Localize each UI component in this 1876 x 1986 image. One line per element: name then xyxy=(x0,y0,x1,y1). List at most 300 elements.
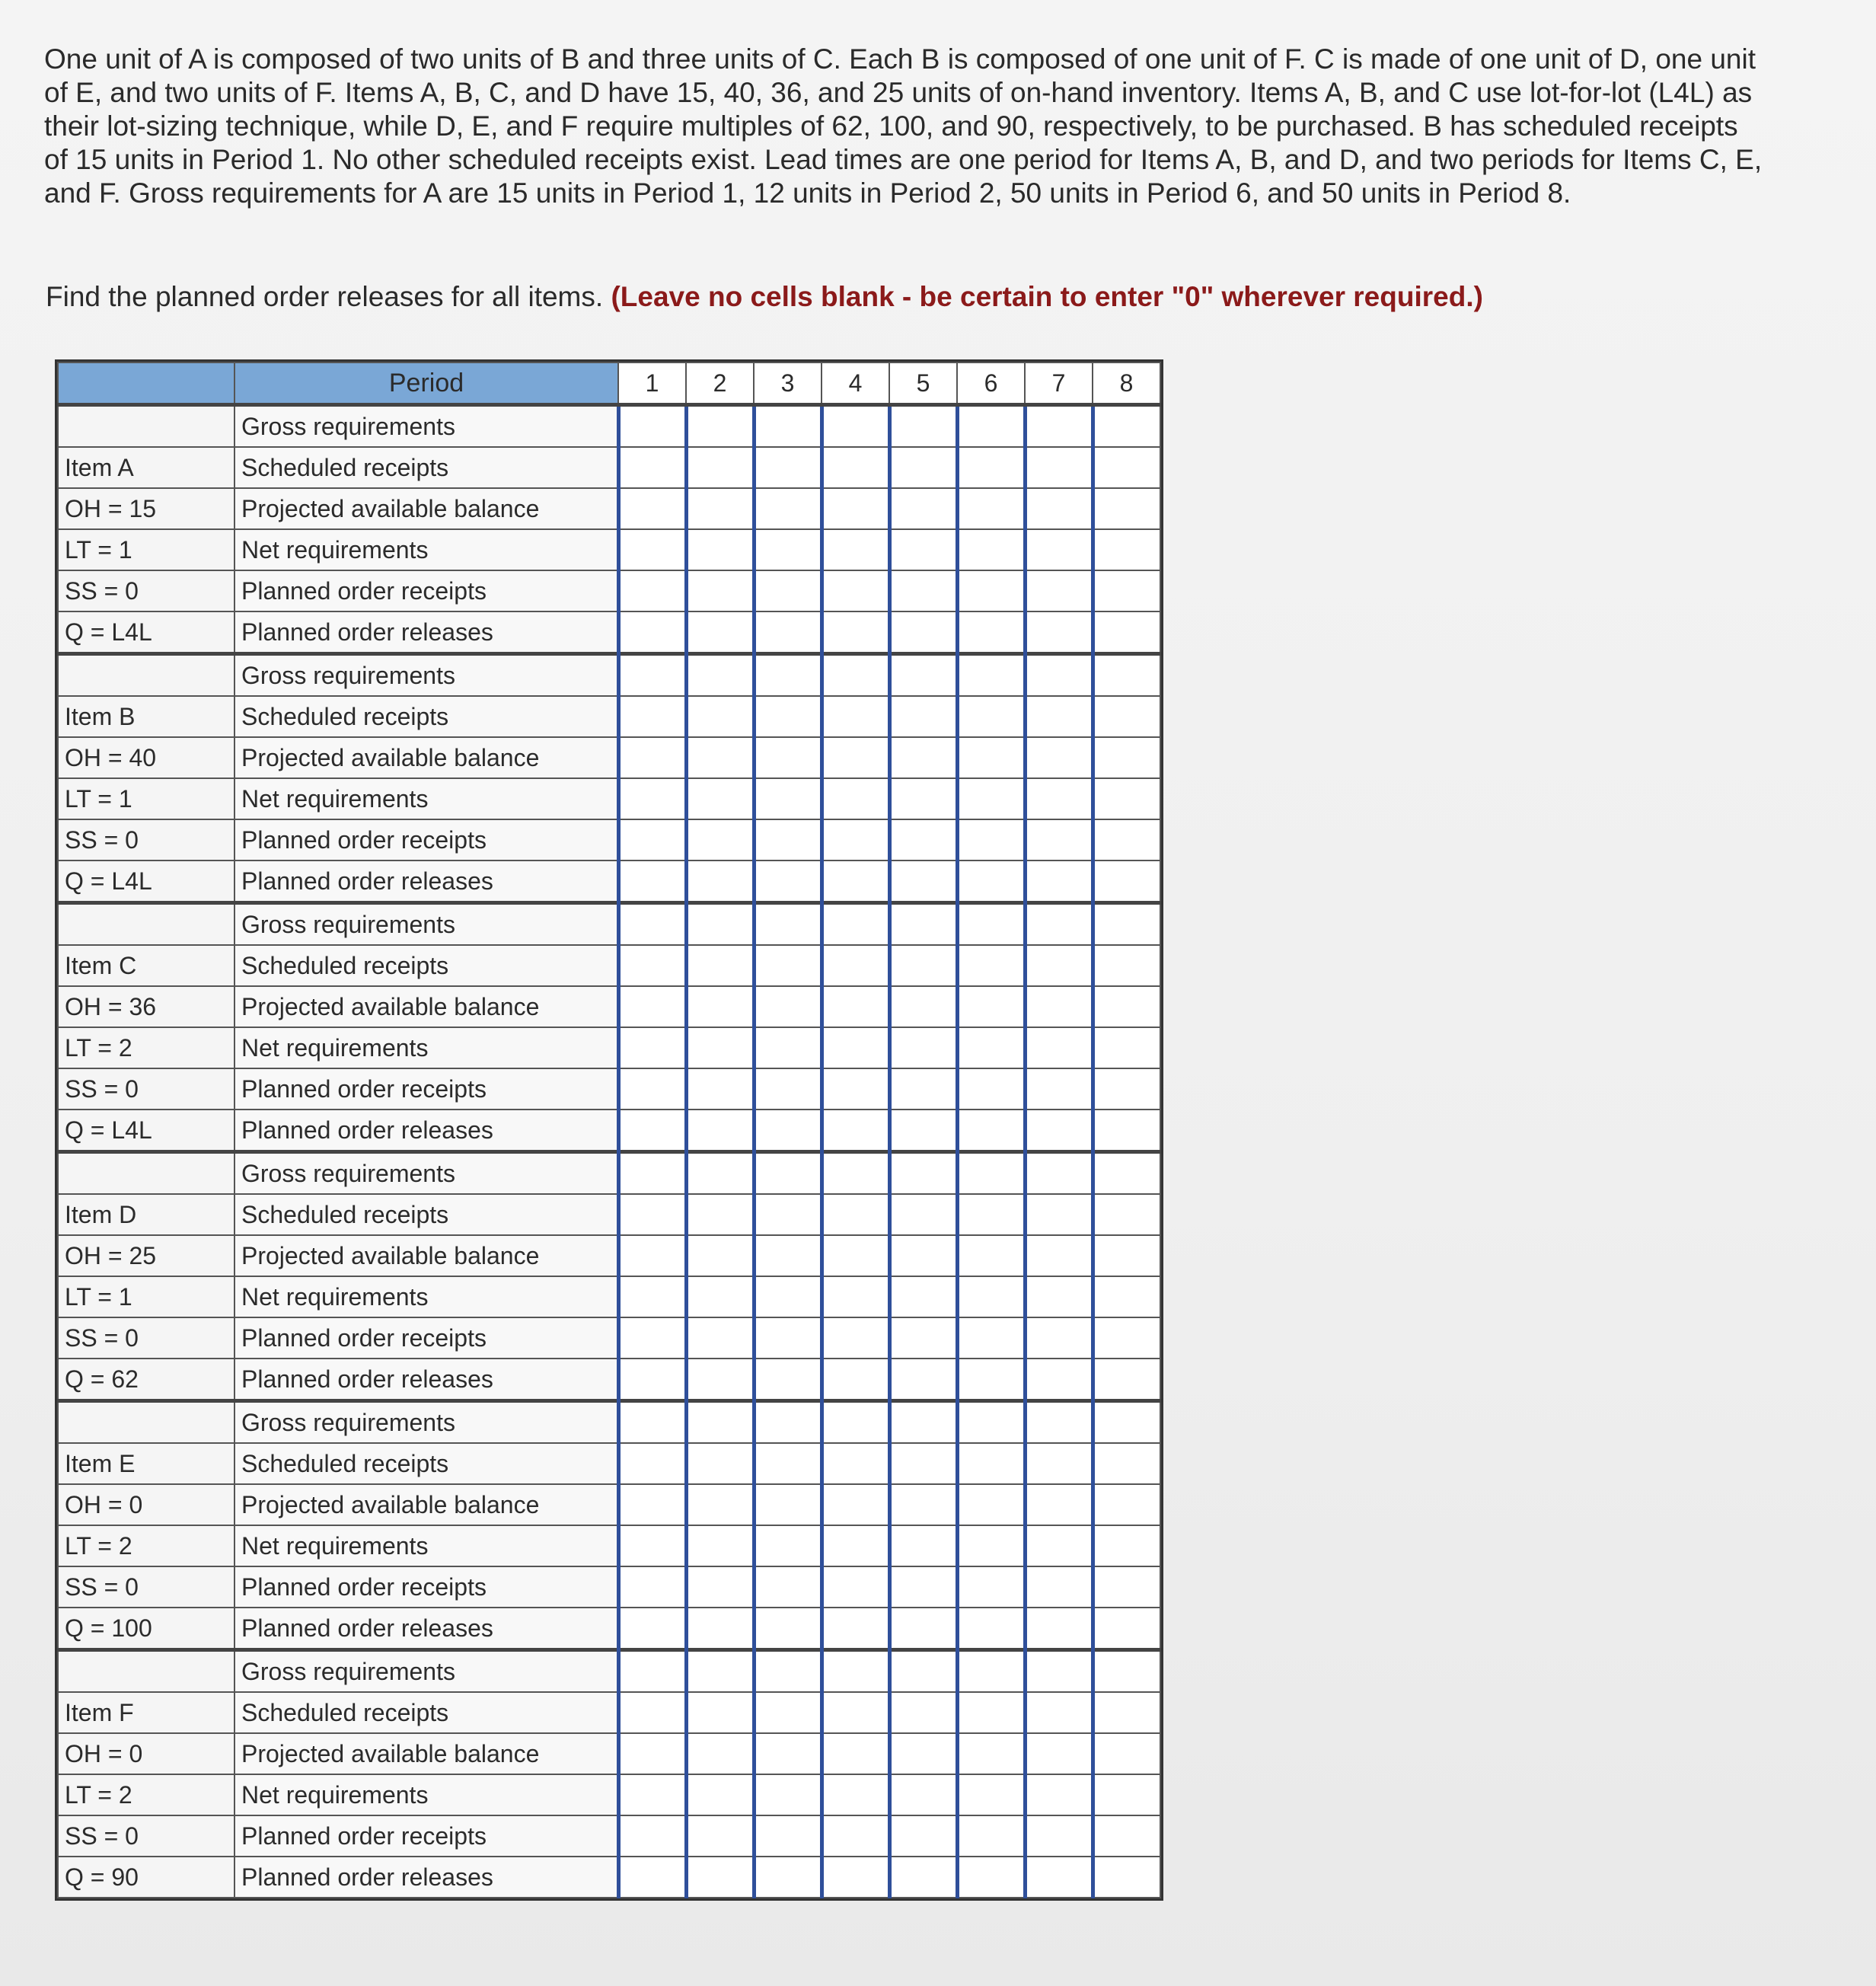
period-input[interactable] xyxy=(892,779,956,819)
period-input[interactable] xyxy=(688,861,752,901)
period-input[interactable] xyxy=(621,1734,684,1774)
period-input-cell[interactable] xyxy=(889,945,957,986)
period-input-cell[interactable] xyxy=(618,1443,686,1484)
period-input-cell[interactable] xyxy=(618,1235,686,1276)
period-input[interactable] xyxy=(824,820,888,860)
period-input-cell[interactable] xyxy=(822,778,889,819)
period-input[interactable] xyxy=(688,905,752,944)
period-input-cell[interactable] xyxy=(1093,986,1160,1027)
period-input[interactable] xyxy=(1095,1318,1160,1358)
period-input[interactable] xyxy=(756,1652,820,1691)
period-input[interactable] xyxy=(959,612,1023,652)
period-input-cell[interactable] xyxy=(957,778,1025,819)
period-input-cell[interactable] xyxy=(1093,1774,1160,1815)
period-input-cell[interactable] xyxy=(822,986,889,1027)
period-input[interactable] xyxy=(959,779,1023,819)
period-input[interactable] xyxy=(824,1485,888,1525)
period-input[interactable] xyxy=(688,448,752,487)
period-input-cell[interactable] xyxy=(686,1733,754,1774)
period-input[interactable] xyxy=(621,779,684,819)
period-input[interactable] xyxy=(1095,1652,1160,1691)
period-input[interactable] xyxy=(1027,1236,1091,1276)
period-input[interactable] xyxy=(1095,1485,1160,1525)
period-input[interactable] xyxy=(688,738,752,777)
period-input-cell[interactable] xyxy=(889,1068,957,1110)
period-input-cell[interactable] xyxy=(618,1525,686,1566)
period-input[interactable] xyxy=(756,1485,820,1525)
period-input[interactable] xyxy=(892,656,956,695)
period-input-cell[interactable] xyxy=(1025,1235,1093,1276)
period-input[interactable] xyxy=(892,1236,956,1276)
period-input[interactable] xyxy=(824,1236,888,1276)
period-input-cell[interactable] xyxy=(618,529,686,570)
period-input[interactable] xyxy=(824,1608,888,1648)
period-input[interactable] xyxy=(1095,1403,1160,1442)
period-input[interactable] xyxy=(892,1608,956,1648)
period-input-cell[interactable] xyxy=(618,737,686,778)
period-input-cell[interactable] xyxy=(889,1359,957,1401)
period-input-cell[interactable] xyxy=(822,737,889,778)
period-input[interactable] xyxy=(892,1444,956,1483)
period-input-cell[interactable] xyxy=(1093,1359,1160,1401)
period-input-cell[interactable] xyxy=(889,1152,957,1195)
period-input-cell[interactable] xyxy=(822,1401,889,1444)
period-input-cell[interactable] xyxy=(822,654,889,697)
period-input[interactable] xyxy=(756,697,820,736)
period-input[interactable] xyxy=(688,1734,752,1774)
period-input[interactable] xyxy=(892,1028,956,1068)
period-input[interactable] xyxy=(959,571,1023,611)
period-input[interactable] xyxy=(756,1775,820,1815)
period-input-cell[interactable] xyxy=(1025,696,1093,737)
period-input-cell[interactable] xyxy=(957,654,1025,697)
period-input-cell[interactable] xyxy=(686,986,754,1027)
period-input[interactable] xyxy=(621,1775,684,1815)
period-input[interactable] xyxy=(688,1195,752,1234)
period-input[interactable] xyxy=(824,612,888,652)
period-input-cell[interactable] xyxy=(1025,1525,1093,1566)
period-input[interactable] xyxy=(621,987,684,1027)
period-input[interactable] xyxy=(1027,1444,1091,1483)
period-input[interactable] xyxy=(824,1277,888,1317)
period-input[interactable] xyxy=(756,1734,820,1774)
period-input[interactable] xyxy=(959,1693,1023,1732)
period-input-cell[interactable] xyxy=(686,1443,754,1484)
period-input-cell[interactable] xyxy=(1025,903,1093,946)
period-input-cell[interactable] xyxy=(889,1443,957,1484)
period-input-cell[interactable] xyxy=(889,1774,957,1815)
period-input[interactable] xyxy=(1095,905,1160,944)
period-input[interactable] xyxy=(824,1359,888,1399)
period-input-cell[interactable] xyxy=(1093,1692,1160,1733)
period-input[interactable] xyxy=(824,1693,888,1732)
period-input[interactable] xyxy=(1027,1069,1091,1109)
period-input-cell[interactable] xyxy=(1093,1733,1160,1774)
period-input[interactable] xyxy=(892,946,956,985)
period-input[interactable] xyxy=(824,1567,888,1607)
period-input[interactable] xyxy=(959,1069,1023,1109)
period-input-cell[interactable] xyxy=(1093,903,1160,946)
period-input-cell[interactable] xyxy=(822,1857,889,1898)
period-input-cell[interactable] xyxy=(957,986,1025,1027)
period-input[interactable] xyxy=(1095,820,1160,860)
period-input[interactable] xyxy=(824,697,888,736)
period-input[interactable] xyxy=(824,407,888,446)
period-input-cell[interactable] xyxy=(754,1692,822,1733)
period-input[interactable] xyxy=(688,407,752,446)
period-input-cell[interactable] xyxy=(822,860,889,903)
period-input[interactable] xyxy=(824,656,888,695)
period-input-cell[interactable] xyxy=(1025,1650,1093,1693)
period-input[interactable] xyxy=(959,1857,1023,1897)
period-input[interactable] xyxy=(892,1154,956,1193)
period-input-cell[interactable] xyxy=(618,986,686,1027)
period-input-cell[interactable] xyxy=(889,1317,957,1359)
period-input-cell[interactable] xyxy=(1025,1608,1093,1650)
period-input-cell[interactable] xyxy=(957,1566,1025,1608)
period-input[interactable] xyxy=(688,1775,752,1815)
period-input-cell[interactable] xyxy=(754,1194,822,1235)
period-input[interactable] xyxy=(756,407,820,446)
period-input-cell[interactable] xyxy=(957,1650,1025,1693)
period-input-cell[interactable] xyxy=(889,1525,957,1566)
period-input[interactable] xyxy=(621,1028,684,1068)
period-input-cell[interactable] xyxy=(1025,819,1093,860)
period-input-cell[interactable] xyxy=(618,1359,686,1401)
period-input-cell[interactable] xyxy=(618,405,686,448)
period-input-cell[interactable] xyxy=(618,1566,686,1608)
period-input-cell[interactable] xyxy=(957,1068,1025,1110)
period-input[interactable] xyxy=(756,779,820,819)
period-input-cell[interactable] xyxy=(686,1401,754,1444)
period-input[interactable] xyxy=(688,1857,752,1897)
period-input[interactable] xyxy=(621,612,684,652)
period-input-cell[interactable] xyxy=(1025,1484,1093,1525)
period-input-cell[interactable] xyxy=(957,1110,1025,1152)
period-input-cell[interactable] xyxy=(957,1401,1025,1444)
period-input-cell[interactable] xyxy=(1025,1443,1093,1484)
period-input[interactable] xyxy=(1027,571,1091,611)
period-input-cell[interactable] xyxy=(1025,1401,1093,1444)
period-input-cell[interactable] xyxy=(1093,570,1160,611)
period-input[interactable] xyxy=(824,987,888,1027)
period-input-cell[interactable] xyxy=(1093,945,1160,986)
period-input-cell[interactable] xyxy=(1025,1692,1093,1733)
period-input[interactable] xyxy=(824,1444,888,1483)
period-input-cell[interactable] xyxy=(754,945,822,986)
period-input-cell[interactable] xyxy=(889,1692,957,1733)
period-input-cell[interactable] xyxy=(889,1815,957,1857)
period-input[interactable] xyxy=(892,571,956,611)
period-input[interactable] xyxy=(1095,1028,1160,1068)
period-input-cell[interactable] xyxy=(618,860,686,903)
period-input[interactable] xyxy=(756,738,820,777)
period-input-cell[interactable] xyxy=(754,1443,822,1484)
period-input[interactable] xyxy=(824,530,888,570)
period-input-cell[interactable] xyxy=(957,819,1025,860)
period-input[interactable] xyxy=(621,697,684,736)
period-input[interactable] xyxy=(756,1359,820,1399)
period-input[interactable] xyxy=(621,820,684,860)
period-input-cell[interactable] xyxy=(1093,1650,1160,1693)
period-input[interactable] xyxy=(1027,1318,1091,1358)
period-input[interactable] xyxy=(892,1277,956,1317)
period-input-cell[interactable] xyxy=(957,1815,1025,1857)
period-input[interactable] xyxy=(892,612,956,652)
period-input-cell[interactable] xyxy=(754,1608,822,1650)
period-input-cell[interactable] xyxy=(754,1110,822,1152)
period-input-cell[interactable] xyxy=(1025,570,1093,611)
period-input[interactable] xyxy=(621,1857,684,1897)
period-input[interactable] xyxy=(892,905,956,944)
period-input-cell[interactable] xyxy=(1093,1443,1160,1484)
period-input-cell[interactable] xyxy=(618,1110,686,1152)
period-input[interactable] xyxy=(892,1693,956,1732)
period-input[interactable] xyxy=(1095,530,1160,570)
period-input[interactable] xyxy=(824,571,888,611)
period-input-cell[interactable] xyxy=(1025,1068,1093,1110)
period-input-cell[interactable] xyxy=(1025,737,1093,778)
period-input-cell[interactable] xyxy=(889,570,957,611)
period-input[interactable] xyxy=(892,407,956,446)
period-input-cell[interactable] xyxy=(618,1774,686,1815)
period-input-cell[interactable] xyxy=(686,1608,754,1650)
period-input[interactable] xyxy=(1027,1567,1091,1607)
period-input-cell[interactable] xyxy=(957,860,1025,903)
period-input[interactable] xyxy=(688,1403,752,1442)
period-input[interactable] xyxy=(621,1816,684,1856)
period-input[interactable] xyxy=(756,905,820,944)
period-input[interactable] xyxy=(959,1652,1023,1691)
period-input-cell[interactable] xyxy=(1093,1608,1160,1650)
period-input[interactable] xyxy=(824,1403,888,1442)
period-input-cell[interactable] xyxy=(1093,737,1160,778)
period-input[interactable] xyxy=(892,1857,956,1897)
period-input[interactable] xyxy=(824,1734,888,1774)
period-input-cell[interactable] xyxy=(889,1608,957,1650)
period-input-cell[interactable] xyxy=(754,1566,822,1608)
period-input[interactable] xyxy=(892,1485,956,1525)
period-input-cell[interactable] xyxy=(889,447,957,488)
period-input-cell[interactable] xyxy=(822,1443,889,1484)
period-input[interactable] xyxy=(959,697,1023,736)
period-input[interactable] xyxy=(892,987,956,1027)
period-input[interactable] xyxy=(1095,946,1160,985)
period-input-cell[interactable] xyxy=(822,1650,889,1693)
period-input[interactable] xyxy=(621,530,684,570)
period-input[interactable] xyxy=(824,1857,888,1897)
period-input[interactable] xyxy=(688,1608,752,1648)
period-input[interactable] xyxy=(1095,1816,1160,1856)
period-input[interactable] xyxy=(1027,530,1091,570)
period-input[interactable] xyxy=(959,530,1023,570)
period-input[interactable] xyxy=(688,1154,752,1193)
period-input-cell[interactable] xyxy=(957,1027,1025,1068)
period-input-cell[interactable] xyxy=(754,529,822,570)
period-input[interactable] xyxy=(1095,448,1160,487)
period-input[interactable] xyxy=(756,1069,820,1109)
period-input[interactable] xyxy=(688,1028,752,1068)
period-input[interactable] xyxy=(688,1567,752,1607)
period-input-cell[interactable] xyxy=(822,1774,889,1815)
period-input-cell[interactable] xyxy=(1025,986,1093,1027)
period-input-cell[interactable] xyxy=(754,1359,822,1401)
period-input[interactable] xyxy=(1095,1236,1160,1276)
period-input-cell[interactable] xyxy=(1025,447,1093,488)
period-input-cell[interactable] xyxy=(889,986,957,1027)
period-input[interactable] xyxy=(621,1526,684,1566)
period-input[interactable] xyxy=(1095,1195,1160,1234)
period-input[interactable] xyxy=(1027,1608,1091,1648)
period-input-cell[interactable] xyxy=(957,1774,1025,1815)
period-input[interactable] xyxy=(959,905,1023,944)
period-input-cell[interactable] xyxy=(1025,1276,1093,1317)
period-input[interactable] xyxy=(1095,987,1160,1027)
period-input[interactable] xyxy=(621,1277,684,1317)
period-input-cell[interactable] xyxy=(686,1317,754,1359)
period-input[interactable] xyxy=(824,861,888,901)
period-input-cell[interactable] xyxy=(686,945,754,986)
period-input[interactable] xyxy=(1095,861,1160,901)
period-input-cell[interactable] xyxy=(1025,1110,1093,1152)
period-input[interactable] xyxy=(892,738,956,777)
period-input[interactable] xyxy=(824,946,888,985)
period-input-cell[interactable] xyxy=(686,488,754,529)
period-input[interactable] xyxy=(621,1069,684,1109)
period-input-cell[interactable] xyxy=(822,1815,889,1857)
period-input[interactable] xyxy=(959,1567,1023,1607)
period-input[interactable] xyxy=(756,1277,820,1317)
period-input[interactable] xyxy=(824,1318,888,1358)
period-input[interactable] xyxy=(959,1154,1023,1193)
period-input-cell[interactable] xyxy=(1025,1317,1093,1359)
period-input[interactable] xyxy=(1027,946,1091,985)
period-input[interactable] xyxy=(621,407,684,446)
period-input[interactable] xyxy=(959,1110,1023,1150)
period-input-cell[interactable] xyxy=(957,570,1025,611)
period-input-cell[interactable] xyxy=(618,1152,686,1195)
period-input-cell[interactable] xyxy=(957,529,1025,570)
period-input-cell[interactable] xyxy=(822,1692,889,1733)
period-input[interactable] xyxy=(959,407,1023,446)
period-input-cell[interactable] xyxy=(957,737,1025,778)
period-input-cell[interactable] xyxy=(686,1484,754,1525)
period-input-cell[interactable] xyxy=(686,1774,754,1815)
period-input[interactable] xyxy=(621,1567,684,1607)
period-input-cell[interactable] xyxy=(618,1650,686,1693)
period-input[interactable] xyxy=(621,448,684,487)
period-input[interactable] xyxy=(892,1775,956,1815)
period-input-cell[interactable] xyxy=(1093,1857,1160,1898)
period-input-cell[interactable] xyxy=(754,1815,822,1857)
period-input-cell[interactable] xyxy=(822,1733,889,1774)
period-input[interactable] xyxy=(1027,1652,1091,1691)
period-input-cell[interactable] xyxy=(957,903,1025,946)
period-input-cell[interactable] xyxy=(686,611,754,654)
period-input[interactable] xyxy=(1095,407,1160,446)
period-input[interactable] xyxy=(1095,1359,1160,1399)
period-input-cell[interactable] xyxy=(822,1110,889,1152)
period-input[interactable] xyxy=(756,1526,820,1566)
period-input-cell[interactable] xyxy=(686,1276,754,1317)
period-input-cell[interactable] xyxy=(618,611,686,654)
period-input-cell[interactable] xyxy=(686,903,754,946)
period-input[interactable] xyxy=(688,1069,752,1109)
period-input-cell[interactable] xyxy=(754,447,822,488)
period-input-cell[interactable] xyxy=(957,1317,1025,1359)
period-input-cell[interactable] xyxy=(822,1235,889,1276)
period-input-cell[interactable] xyxy=(889,488,957,529)
period-input-cell[interactable] xyxy=(1025,1359,1093,1401)
period-input[interactable] xyxy=(1027,1693,1091,1732)
period-input[interactable] xyxy=(959,1485,1023,1525)
period-input[interactable] xyxy=(1095,1608,1160,1648)
period-input-cell[interactable] xyxy=(957,1857,1025,1898)
period-input-cell[interactable] xyxy=(822,819,889,860)
period-input[interactable] xyxy=(688,1526,752,1566)
period-input[interactable] xyxy=(688,820,752,860)
period-input-cell[interactable] xyxy=(1093,1276,1160,1317)
period-input[interactable] xyxy=(688,779,752,819)
period-input-cell[interactable] xyxy=(754,611,822,654)
period-input-cell[interactable] xyxy=(754,1401,822,1444)
period-input[interactable] xyxy=(621,1485,684,1525)
period-input-cell[interactable] xyxy=(754,1152,822,1195)
period-input[interactable] xyxy=(621,1652,684,1691)
period-input-cell[interactable] xyxy=(754,860,822,903)
period-input[interactable] xyxy=(621,738,684,777)
period-input-cell[interactable] xyxy=(889,1857,957,1898)
period-input[interactable] xyxy=(1027,489,1091,528)
period-input-cell[interactable] xyxy=(618,1027,686,1068)
period-input[interactable] xyxy=(756,987,820,1027)
period-input[interactable] xyxy=(1027,1485,1091,1525)
period-input[interactable] xyxy=(959,861,1023,901)
period-input[interactable] xyxy=(892,1526,956,1566)
period-input[interactable] xyxy=(959,1775,1023,1815)
period-input[interactable] xyxy=(959,1608,1023,1648)
period-input[interactable] xyxy=(959,1403,1023,1442)
period-input-cell[interactable] xyxy=(754,1317,822,1359)
period-input-cell[interactable] xyxy=(1025,1857,1093,1898)
period-input-cell[interactable] xyxy=(754,986,822,1027)
period-input-cell[interactable] xyxy=(1093,819,1160,860)
period-input[interactable] xyxy=(1027,1734,1091,1774)
period-input[interactable] xyxy=(1027,779,1091,819)
period-input-cell[interactable] xyxy=(822,903,889,946)
period-input-cell[interactable] xyxy=(618,1276,686,1317)
period-input-cell[interactable] xyxy=(686,1235,754,1276)
period-input[interactable] xyxy=(1027,820,1091,860)
period-input-cell[interactable] xyxy=(1093,1027,1160,1068)
period-input-cell[interactable] xyxy=(822,1359,889,1401)
period-input-cell[interactable] xyxy=(1093,1110,1160,1152)
period-input-cell[interactable] xyxy=(686,1359,754,1401)
period-input[interactable] xyxy=(959,448,1023,487)
period-input[interactable] xyxy=(1027,697,1091,736)
period-input[interactable] xyxy=(959,1028,1023,1068)
period-input[interactable] xyxy=(756,1236,820,1276)
period-input-cell[interactable] xyxy=(754,488,822,529)
period-input-cell[interactable] xyxy=(822,611,889,654)
period-input[interactable] xyxy=(756,1444,820,1483)
period-input-cell[interactable] xyxy=(822,1317,889,1359)
period-input[interactable] xyxy=(1095,1110,1160,1150)
period-input[interactable] xyxy=(892,1403,956,1442)
period-input[interactable] xyxy=(959,1526,1023,1566)
period-input-cell[interactable] xyxy=(618,1733,686,1774)
period-input[interactable] xyxy=(1027,905,1091,944)
